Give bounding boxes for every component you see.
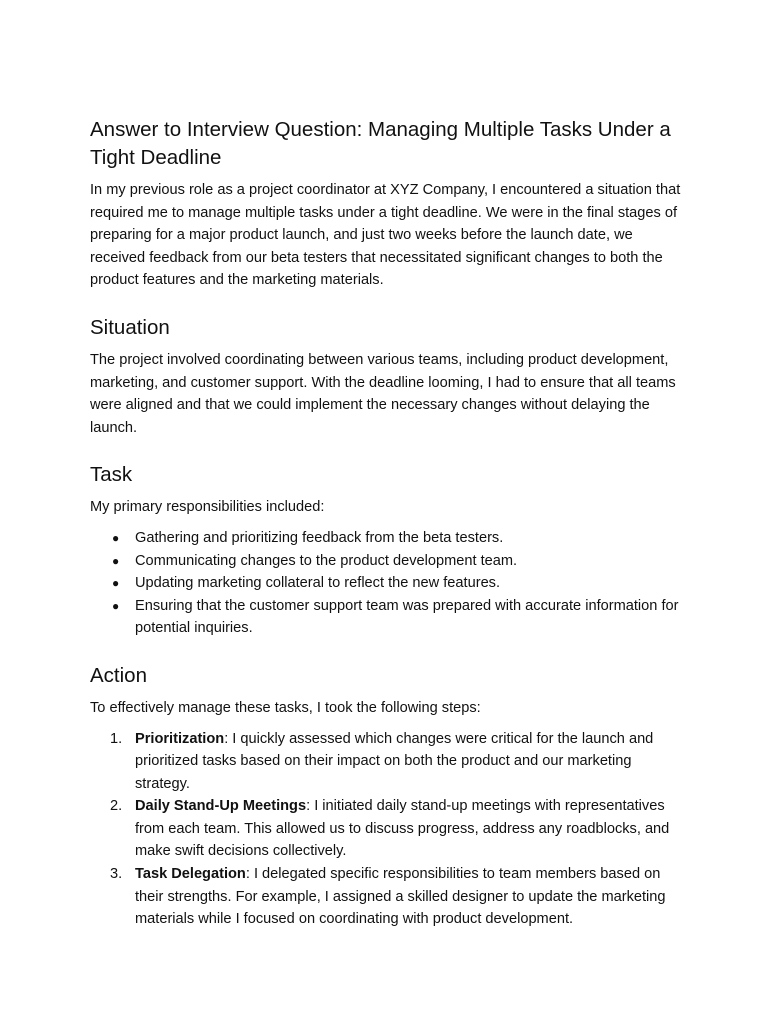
- document-title: Answer to Interview Question: Managing Multiple Tasks Under a Tight Deadline: [90, 118, 671, 169]
- step-number: 3.: [110, 866, 123, 883]
- task-list: [90, 527, 690, 640]
- task-heading: Task: [90, 463, 133, 487]
- step-label: Prioritization: [135, 730, 225, 747]
- list-item-text: Communicating changes to the product development team.: [135, 552, 518, 569]
- bullet-icon: ●: [112, 530, 120, 545]
- document-page: [90, 116, 690, 931]
- step-text: : I quickly assessed which changes were critical for the launch and prioritized tasks based on their impact on both the product and our marketing strategy.: [135, 730, 654, 792]
- bullet-icon: ●: [112, 598, 120, 613]
- action-heading: Action: [90, 663, 147, 687]
- action-intro: To effectively manage these tasks, I took the following steps:: [90, 699, 481, 716]
- situation-section: [90, 314, 690, 439]
- situation-paragraph: The project involved coordinating between various teams, including product development, marketing, and customer support. With the deadline looming, I had to ensure that all teams were aligned and that we could implement the necessary changes without delaying the launch.: [90, 351, 676, 436]
- list-item: [90, 595, 690, 640]
- step-text: : I delegated specific responsibilities to team members based on their strengths. For example, I assigned a skilled designer to update the marketing materials while I focused on coordinating with product development.: [135, 866, 666, 928]
- step-label: Task Delegation: [135, 866, 246, 883]
- action-section: [90, 662, 690, 931]
- step-label: Daily Stand-Up Meetings: [135, 798, 307, 815]
- intro-paragraph: In my previous role as a project coordinator at XYZ Company, I encountered a situation that required me to manage multiple tasks under a tight deadline. We were in the final stages of preparing for a major product launch, and just two weeks before the launch date, we received feedback from our beta testers that necessitated significant changes to both the product features and the marketing materials.: [90, 182, 681, 289]
- list-item: [90, 572, 690, 595]
- step-number: 1.: [110, 730, 123, 747]
- step-number: 2.: [110, 798, 123, 815]
- bullet-icon: ●: [112, 576, 120, 591]
- task-intro: My primary responsibilities included:: [90, 499, 325, 516]
- step-text: : I initiated daily stand-up meetings with representatives from each team. This allowed us to discuss progress, address any roadblocks, and make swift decisions collectively.: [135, 798, 670, 860]
- list-item-text: Gathering and prioritizing feedback from the beta testers.: [135, 529, 504, 546]
- action-step: [90, 728, 690, 796]
- list-item-text: Updating marketing collateral to reflect the new features.: [135, 575, 501, 592]
- list-item-text: Ensuring that the customer support team was prepared with accurate information for potential inquiries.: [135, 597, 679, 637]
- bullet-icon: ●: [112, 553, 120, 568]
- situation-heading: Situation: [90, 315, 170, 339]
- list-item: [90, 550, 690, 573]
- action-step: [90, 863, 690, 931]
- action-steps-list: [90, 728, 690, 931]
- list-item: [90, 527, 690, 550]
- action-step: [90, 795, 690, 863]
- task-section: [90, 461, 690, 640]
